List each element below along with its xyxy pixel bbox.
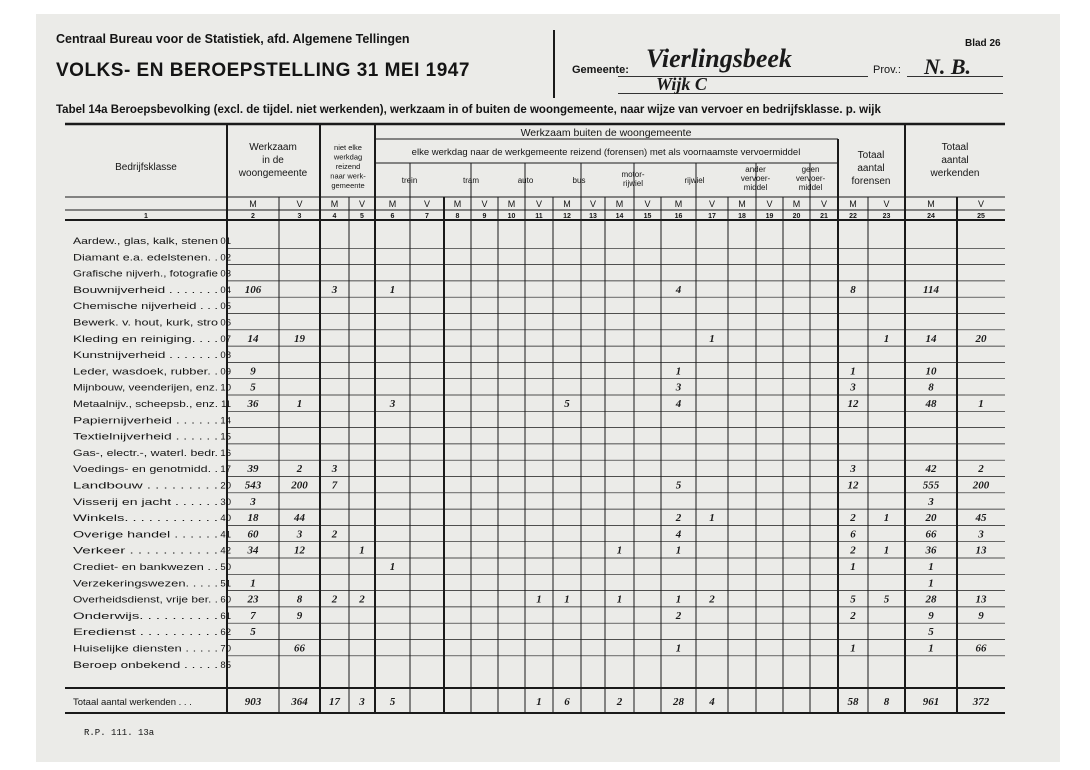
row-label: Overige handel . . . . . . <box>73 529 218 541</box>
handwritten-total: 17 <box>329 696 340 708</box>
handwritten-cell: 4 <box>675 398 682 410</box>
handwritten-cell: 10 <box>925 365 937 378</box>
handwritten-cell: 9 <box>296 609 303 622</box>
mv-label: V <box>423 199 431 209</box>
row-code: 05 <box>220 301 231 313</box>
row-code: 50 <box>220 562 231 573</box>
handwritten-cell: 2 <box>850 544 856 557</box>
transport-header: vervoer- <box>795 174 826 183</box>
column-number: 21 <box>820 213 828 220</box>
row-label: Mijnbouw, veenderijen, enz. <box>73 382 218 394</box>
handwritten-cell: 45 <box>975 512 987 525</box>
handwritten-cell: 3 <box>296 528 303 541</box>
mv-label: V <box>589 199 597 209</box>
column-number: 8 <box>455 213 460 220</box>
column-number: 5 <box>360 213 364 220</box>
mv-label: M <box>927 199 935 209</box>
column-number: 4 <box>332 213 337 220</box>
handwritten-cell: 2 <box>978 463 984 476</box>
handwritten-cell: 1 <box>850 642 856 655</box>
handwritten-cell: 23 <box>247 593 259 606</box>
gemeente-name-handwritten: Vierlingsbeek <box>646 44 792 73</box>
handwritten-cell: 1 <box>564 593 570 606</box>
handwritten-cell: 1 <box>389 561 396 573</box>
handwritten-cell: 44 <box>294 512 305 525</box>
row-label: Grafische nijverh., fotografie <box>73 268 218 280</box>
total-label: Totaal aantal werkenden . . . <box>73 697 192 708</box>
handwritten-cell: 1 <box>850 561 856 573</box>
mv-label: M <box>849 199 857 209</box>
handwritten-cell: 5 <box>564 398 570 410</box>
province-value-handwritten: N. B. <box>924 54 972 79</box>
column-number: 15 <box>643 213 652 220</box>
column-number: 2 <box>251 213 255 220</box>
werkzaam-in-header: in de <box>262 155 284 166</box>
handwritten-cell: 1 <box>928 642 934 655</box>
handwritten-cell: 66 <box>925 528 937 541</box>
mv-label: V <box>296 199 303 209</box>
handwritten-cell: 2 <box>850 609 856 622</box>
handwritten-cell: 7 <box>250 609 256 622</box>
row-label: Gas-, electr.-, waterl. bedr. <box>73 447 218 459</box>
handwritten-cell: 14 <box>925 332 937 345</box>
column-number: 20 <box>792 213 801 220</box>
row-code: 10 <box>220 382 231 394</box>
niet-elke-header: gemeente <box>331 181 365 190</box>
bureau-heading: Centraal Bureau voor de Statistiek, afd. Algemene Tellingen <box>56 32 410 46</box>
handwritten-cell: 8 <box>296 593 303 606</box>
handwritten-cell: 555 <box>922 479 940 492</box>
handwritten-cell: 8 <box>928 381 934 394</box>
handwritten-total: 4 <box>709 696 715 708</box>
handwritten-cell: 1 <box>883 512 890 525</box>
row-code: 06 <box>220 317 231 329</box>
transport-header: bus <box>572 176 586 185</box>
handwritten-total: 3 <box>359 696 365 708</box>
row-label: Onderwijs. . . . . . . . . . <box>73 610 218 622</box>
transport-header: vervoer- <box>740 174 771 183</box>
werkzaam-in-header: Werkzaam <box>249 142 297 153</box>
handwritten-cell: 13 <box>975 593 987 606</box>
column-number: 18 <box>738 213 746 220</box>
handwritten-cell: 1 <box>616 593 623 606</box>
row-code: 01 <box>220 236 231 247</box>
transport-header: trein <box>401 176 418 185</box>
handwritten-cell: 36 <box>925 544 937 557</box>
niet-elke-header: werkdag <box>333 152 363 162</box>
handwritten-cell: 2 <box>331 528 338 541</box>
handwritten-cell: 2 <box>331 593 338 606</box>
transport-header: middel <box>798 183 823 192</box>
column-number: 6 <box>390 213 395 220</box>
handwritten-cell: 5 <box>250 381 256 394</box>
column-number: 14 <box>615 213 624 220</box>
row-code: 40 <box>220 513 231 525</box>
handwritten-cell: 543 <box>244 479 262 492</box>
row-code: 07 <box>220 333 231 345</box>
handwritten-cell: 4 <box>675 283 682 296</box>
column-number: 22 <box>849 213 857 220</box>
row-code: 61 <box>220 610 231 622</box>
row-label: Diamant e.a. edelstenen. . <box>73 252 218 264</box>
column-number: 12 <box>563 213 571 220</box>
transport-header: tram <box>463 176 479 185</box>
row-label: Eredienst . . . . . . . . . . <box>73 627 218 639</box>
row-code: 17 <box>220 464 231 476</box>
row-code: 20 <box>220 480 231 492</box>
handwritten-total: 372 <box>972 696 990 708</box>
handwritten-cell: 7 <box>331 479 338 492</box>
row-label: Chemische nijverheid . . . <box>73 301 218 313</box>
row-code: 30 <box>220 496 231 508</box>
row-label: Textielnijverheid . . . . . . <box>73 431 218 443</box>
column-number: 9 <box>482 213 487 220</box>
niet-elke-header: naar werk- <box>330 171 366 181</box>
handwritten-total: 5 <box>389 696 396 708</box>
handwritten-cell: 5 <box>850 593 856 606</box>
handwritten-cell: 9 <box>978 609 984 622</box>
handwritten-cell: 20 <box>925 512 937 525</box>
handwritten-cell: 42 <box>925 463 937 476</box>
row-label: Winkels. . . . . . . . . . . . <box>73 513 218 525</box>
handwritten-total: 6 <box>564 696 570 708</box>
province-label: Prov.: <box>873 64 901 76</box>
row-code: 08 <box>220 350 231 362</box>
row-label: Kleding en reiniging. . . . <box>73 333 218 345</box>
row-code: 16 <box>220 447 231 459</box>
census-title: VOLKS- EN BEROEPSTELLING 31 MEI 1947 <box>56 60 470 81</box>
handwritten-cell: 3 <box>250 495 256 508</box>
handwritten-cell: 19 <box>294 332 305 345</box>
row-label: Aardew., glas, kalk, stenen <box>73 236 218 247</box>
form-code: R.P. 111. 13a <box>84 728 155 738</box>
row-label: Voedings- en genotmidd. . <box>73 464 218 476</box>
row-code: 60 <box>220 594 231 606</box>
row-label: Kunstnijverheid . . . . . . . <box>73 350 218 362</box>
mv-label: V <box>977 199 985 209</box>
mv-label: M <box>792 199 801 209</box>
row-code: 41 <box>220 529 231 541</box>
handwritten-cell: 3 <box>850 381 856 394</box>
handwritten-total: 903 <box>244 696 262 708</box>
handwritten-cell: 114 <box>923 283 939 296</box>
row-code: 14 <box>220 415 231 427</box>
row-label: Bouwnijverheid . . . . . . . <box>73 284 218 296</box>
row-code: 85 <box>220 659 231 671</box>
gemeente-label: Gemeente: <box>572 64 629 76</box>
mv-label: V <box>766 199 773 209</box>
handwritten-cell: 3 <box>928 495 934 508</box>
handwritten-cell: 200 <box>291 479 308 492</box>
handwritten-cell: 28 <box>925 593 937 606</box>
row-code: 15 <box>220 431 231 443</box>
handwritten-cell: 1 <box>978 398 984 410</box>
row-code: 62 <box>220 627 231 639</box>
buiten-header: Werkzaam buiten de woongemeente <box>520 127 692 139</box>
gemeente-wijk-handwritten: Wijk C <box>656 74 707 94</box>
totaal-forensen-header: Totaal <box>857 150 885 161</box>
handwritten-cell: 2 <box>675 512 682 525</box>
row-code: 09 <box>220 366 231 378</box>
table-title: Tabel 14a Beroepsbevolking (excl. de tijdel. niet werkenden), werkzaam in of buiten de woongemeente, naar wijze van vervoer en bedrijfsklasse. p. wijk <box>56 104 881 116</box>
handwritten-cell: 3 <box>331 283 338 296</box>
handwritten-cell: 36 <box>247 398 259 410</box>
niet-elke-header: reizend <box>335 162 361 171</box>
row-code: 02 <box>220 252 231 264</box>
totaal-werkenden-header: aantal <box>941 155 969 166</box>
handwritten-cell: 5 <box>250 626 256 639</box>
handwritten-cell: 1 <box>928 561 934 573</box>
column-number: 25 <box>977 213 985 220</box>
mv-label: V <box>820 199 828 209</box>
sheet-number: Blad 26 <box>965 38 1001 49</box>
mv-label: V <box>883 199 890 209</box>
transport-header: motor- <box>621 170 645 179</box>
handwritten-cell: 3 <box>675 381 682 394</box>
handwritten-cell: 1 <box>616 544 623 557</box>
werkzaam-in-header: woongemeente <box>238 168 308 179</box>
totaal-werkenden-header: werkenden <box>930 168 980 179</box>
handwritten-cell: 66 <box>975 642 987 655</box>
row-code: 51 <box>220 578 231 590</box>
row-code: 04 <box>220 284 231 296</box>
mv-label: V <box>535 199 543 209</box>
column-number: 23 <box>882 213 891 220</box>
handwritten-cell: 1 <box>536 593 542 606</box>
handwritten-cell: 2 <box>675 609 682 622</box>
row-label: Metaalnijv., scheepsb., enz. <box>73 399 218 410</box>
mv-label: M <box>388 199 397 209</box>
row-label: Verzekeringswezen. . . . . <box>73 578 218 590</box>
handwritten-cell: 1 <box>359 544 365 557</box>
mv-label: M <box>738 199 746 209</box>
handwritten-cell: 1 <box>928 577 934 590</box>
transport-header: geen <box>801 165 820 174</box>
handwritten-total: 8 <box>883 696 890 708</box>
column-number: 11 <box>535 213 543 220</box>
row-code: 11 <box>221 399 231 410</box>
mv-label: M <box>674 199 683 209</box>
handwritten-cell: 12 <box>294 544 305 557</box>
transport-header: ander <box>745 165 766 174</box>
row-label: Papiernijverheid . . . . . . <box>73 415 218 427</box>
handwritten-total: 364 <box>291 696 308 708</box>
column-number: 13 <box>589 213 597 220</box>
transport-header: rijwiel <box>623 179 643 188</box>
handwritten-cell: 66 <box>294 642 305 655</box>
handwritten-cell: 8 <box>850 283 856 296</box>
mv-label: V <box>358 199 366 209</box>
column-number: 1 <box>144 213 148 220</box>
handwritten-cell: 1 <box>883 544 890 557</box>
handwritten-cell: 3 <box>331 463 338 476</box>
handwritten-total: 2 <box>616 696 623 708</box>
transport-header: middel <box>743 183 768 192</box>
handwritten-cell: 34 <box>247 544 259 557</box>
row-label: Verkeer . . . . . . . . . . . <box>73 545 218 557</box>
handwritten-cell: 60 <box>247 528 259 541</box>
row-label: Leder, wasdoek, rubber. . <box>73 366 218 378</box>
handwritten-cell: 1 <box>675 365 682 378</box>
handwritten-cell: 106 <box>244 283 262 296</box>
totaal-forensen-header: forensen <box>851 176 891 187</box>
handwritten-cell: 14 <box>247 332 259 345</box>
row-label: Huiselijke diensten . . . . . <box>73 643 218 655</box>
row-code: 03 <box>220 268 231 280</box>
row-label: Landbouw . . . . . . . . . <box>73 480 218 492</box>
handwritten-cell: 20 <box>975 332 987 345</box>
column-number: 7 <box>425 213 429 220</box>
row-code: 42 <box>220 545 231 557</box>
column-number: 10 <box>507 213 516 220</box>
handwritten-cell: 1 <box>675 593 682 606</box>
handwritten-cell: 13 <box>975 544 987 557</box>
elke-werkdag-header: elke werkdag naar de werkgemeente reizend (forensen) met als voornaamste vervoermiddel <box>411 147 801 158</box>
totaal-forensen-header: aantal <box>857 163 885 174</box>
handwritten-cell: 5 <box>675 479 682 492</box>
row-label: Beroep onbekend . . . . . <box>73 659 218 671</box>
mv-label: M <box>453 199 462 209</box>
column-number: 24 <box>927 213 935 220</box>
handwritten-cell: 3 <box>389 398 396 410</box>
handwritten-cell: 1 <box>883 332 890 345</box>
row-label: Crediet- en bankwezen . . <box>73 562 218 573</box>
handwritten-cell: 6 <box>850 528 856 541</box>
handwritten-total: 58 <box>847 696 859 708</box>
handwritten-total: 1 <box>536 696 542 708</box>
handwritten-cell: 200 <box>972 479 990 492</box>
transport-header: rijwiel <box>684 176 705 185</box>
transport-header: auto <box>517 176 534 185</box>
handwritten-cell: 1 <box>850 365 856 378</box>
handwritten-cell: 4 <box>675 528 682 541</box>
handwritten-cell: 2 <box>359 593 365 606</box>
bedrijfsklasse-header: Bedrijfsklasse <box>115 162 177 173</box>
mv-label: M <box>507 199 516 209</box>
handwritten-cell: 5 <box>883 593 890 606</box>
handwritten-cell: 12 <box>847 398 859 410</box>
handwritten-total: 961 <box>922 696 940 708</box>
niet-elke-header: niet elke <box>334 143 362 152</box>
mv-label: V <box>644 199 651 209</box>
handwritten-cell: 1 <box>296 398 303 410</box>
column-number: 16 <box>674 213 683 220</box>
mv-label: M <box>563 199 571 209</box>
handwritten-cell: 1 <box>709 332 715 345</box>
mv-label: V <box>708 199 716 209</box>
handwritten-cell: 3 <box>978 528 984 541</box>
handwritten-cell: 9 <box>250 365 256 378</box>
handwritten-cell: 18 <box>247 512 259 525</box>
totaal-werkenden-header: Totaal <box>941 142 969 153</box>
handwritten-cell: 2 <box>709 593 715 606</box>
mv-label: V <box>481 199 488 209</box>
handwritten-cell: 1 <box>675 544 682 557</box>
column-number: 19 <box>765 213 774 220</box>
row-code: 70 <box>220 643 231 655</box>
handwritten-cell: 39 <box>247 463 259 476</box>
row-label: Overheidsdienst, vrije ber. . <box>73 594 218 606</box>
handwritten-cell: 12 <box>847 479 859 492</box>
handwritten-cell: 1 <box>709 512 715 525</box>
mv-label: M <box>249 199 257 209</box>
handwritten-cell: 2 <box>850 512 856 525</box>
handwritten-cell: 2 <box>296 463 303 476</box>
handwritten-cell: 1 <box>250 577 256 590</box>
row-label: Bewerk. v. hout, kurk, stro <box>73 317 218 329</box>
handwritten-cell: 1 <box>675 642 682 655</box>
row-label: Visserij en jacht . . . . . . <box>73 496 218 508</box>
mv-label: M <box>615 199 624 209</box>
mv-label: M <box>330 199 339 209</box>
handwritten-cell: 48 <box>925 398 937 410</box>
handwritten-total: 28 <box>673 696 684 708</box>
column-number: 3 <box>297 213 302 220</box>
handwritten-cell: 5 <box>928 626 934 639</box>
column-number: 17 <box>708 213 716 220</box>
handwritten-cell: 3 <box>850 463 856 476</box>
handwritten-cell: 1 <box>389 283 396 296</box>
handwritten-cell: 9 <box>928 609 934 622</box>
